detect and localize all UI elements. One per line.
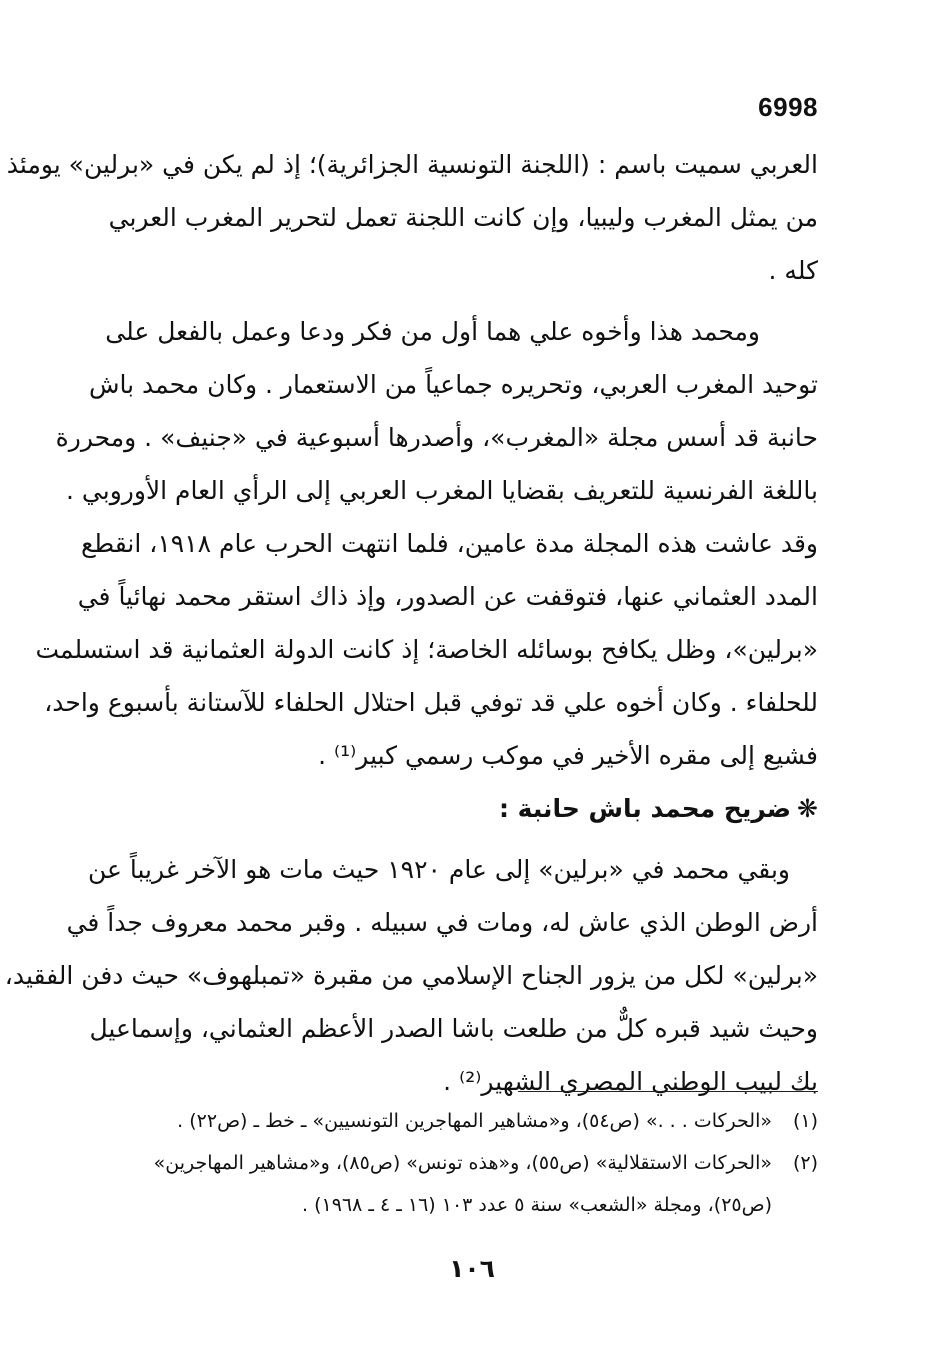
paragraph-3 (4, 843, 818, 1108)
footer-page-number: ١٠٦ (449, 1254, 495, 1283)
text-line: بك لبيب الوطني المصري الشهير⁽²⁾ . (443, 1067, 818, 1096)
text-line: وقد عاشت هذه المجلة مدة عامين، فلما انتهت الحرب عام ١٩١٨، انقطع (80, 529, 818, 558)
footnote-number: (٢) (792, 1152, 818, 1174)
footnote-2-continuation: (ص٢٥)، ومجلة «الشعب» سنة ٥ عدد ١٠٣ (١٦ ـ ٤ ـ ١٩٦٨) . (302, 1194, 772, 1216)
text-line: وبقي محمد في «برلين» إلى عام ١٩٢٠ حيث مات هو الآخر غريباً عن (87, 855, 790, 884)
footnote-text: «الحركات . . .» (ص٥٤)، و«مشاهير المهاجرين التونسيين» ـ خط ـ (ص٢٢) . (177, 1110, 772, 1132)
text-line: أرض الوطن الذي عاش له، ومات في سبيله . وقبر محمد معروف جداً في (66, 908, 818, 937)
paragraph-1 (6, 138, 818, 297)
footnote-divider (518, 1091, 818, 1092)
text-line: وحيث شيد قبره كلٌّ من طلعت باشا الصدر الأعظم العثماني، وإسماعيل (89, 1014, 818, 1043)
footnote-1 (112, 1100, 818, 1142)
text-line: من يمثل المغرب وليبيا، وإن كانت اللجنة تعمل لتحرير المغرب العربي (108, 203, 818, 232)
text-line: حانبة قد أسس مجلة «المغرب»، وأصدرها أسبوعية في «جنيف» . ومحررة (55, 423, 818, 452)
text-line: العربي سميت باسم : (اللجنة التونسية الجزائرية)؛ إذ لم يكن في «برلين» يومئذ (6, 150, 818, 179)
text-line: للحلفاء . وكان أخوه علي قد توفي قبل احتلال الحلفاء للآستانة بأسبوع واحد، (44, 688, 818, 717)
text-line: كله . (768, 256, 818, 285)
text-line: توحيد المغرب العربي، وتحريره جماعياً من الاستعمار . وكان محمد باش (89, 370, 818, 399)
text-line: «برلين» لكل من يزور الجناح الإسلامي من مقبرة «تمبلهوف» حيث دفن الفقيد، (4, 961, 818, 990)
text-line: ومحمد هذا وأخوه علي هما أول من فكر ودعا وعمل بالفعل على (105, 317, 760, 346)
paragraph-2 (35, 305, 818, 782)
footnote-text: «الحركات الاستقلالية» (ص٥٥)، و«هذه تونس» (ص٨٥)، و«مشاهير المهاجرين» (153, 1152, 772, 1174)
footnotes (112, 1100, 818, 1226)
section-heading-text: ضريح محمد باش حانبة : (498, 794, 792, 823)
text-line: باللغة الفرنسية للتعريف بقضايا المغرب العربي إلى الرأي العام الأوروبي . (66, 476, 818, 505)
header-page-number: 6998 (758, 92, 818, 122)
footnote-number: (١) (792, 1110, 818, 1132)
main-text (4, 138, 818, 1108)
section-heading (112, 782, 818, 835)
text-line: فشيع إلى مقره الأخير في موكب رسمي كبير⁽¹⁾ . (318, 741, 818, 770)
footnote-2 (112, 1142, 818, 1184)
text-line: «برلين»، وظل يكافح بوسائله الخاصة؛ إذ كانت الدولة العثمانية قد استسلمت (35, 635, 818, 664)
text-line: المدد العثماني عنها، فتوقفت عن الصدور، وإذ ذاك استقر محمد نهائياً في (77, 582, 818, 611)
bullet-star-icon: ❋ (797, 794, 818, 823)
